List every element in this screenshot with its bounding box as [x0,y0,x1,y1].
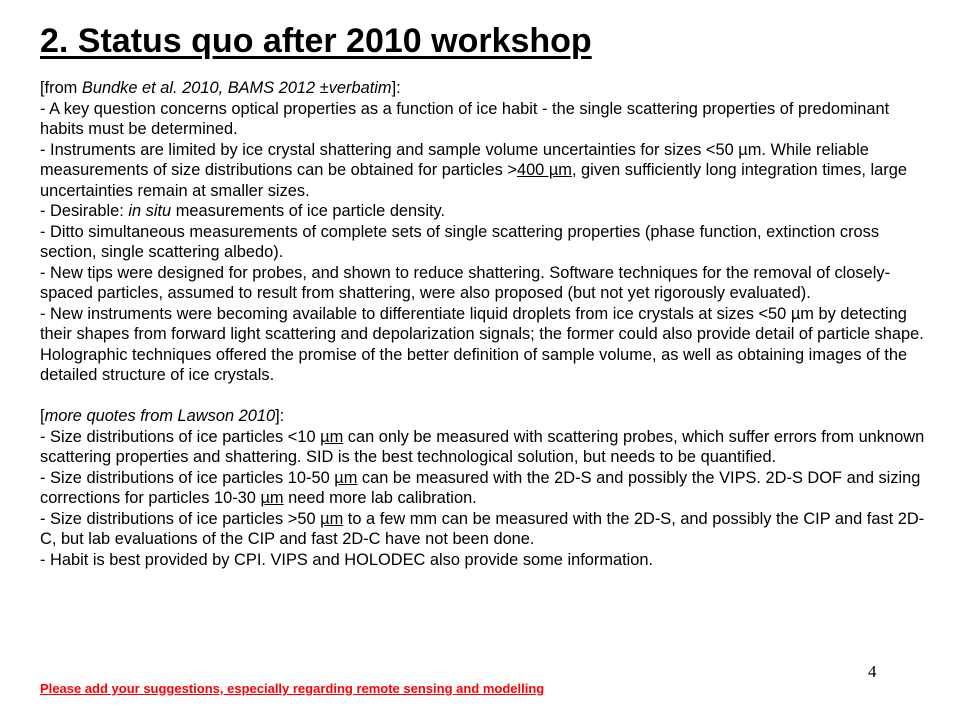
paragraph-instrument-limits: - Instruments are limited by ice crystal shattering and sample volume uncertainties for sizes <50 µm. While reliable measurements of size distributions can be obtained for particles >400 µm, given sufficiently long integration times, large uncertainties remain at smaller sizes. [40,140,907,200]
paragraph-size-under-10: - Size distributions of ice particles <10 µm can only be measured with scattering probes, which suffer errors from unknown scattering properties and shattering. SID is the best technological solution, but needs to be quantified. [40,427,925,466]
slide-title: 2. Status quo after 2010 workshop [40,22,592,60]
paragraph-size-over-50: - Size distributions of ice particles >50 µm to a few mm can be measured with the 2D-S, and possibly the CIP and fast 2D-C, but lab evaluations of the CIP and fast 2D-C have not been done. [40,509,925,548]
paragraph-probe-tips: - New tips were designed for probes, and shown to reduce shattering. Software techniques for the removal of closely-spaced particles, assumed to result from shattering, were also proposed (but not yet rigorously evaluated). [40,263,891,302]
paragraph-optical-properties: - A key question concerns optical properties as a function of ice habit - the single scattering properties of predominant habits must be determined. [40,99,890,138]
paragraph-habit: - Habit is best provided by CPI. VIPS and HOLODEC also provide some information. [40,550,654,569]
in-situ-term: in situ [128,202,172,220]
citation-lawson: more quotes from Lawson 2010 [44,407,276,425]
paragraph-density: - Desirable: in situ measurements of ice particle density. [40,202,446,220]
citation-bundke: Bundke et al. 2010, BAMS 2012 ±verbatim [81,79,392,97]
unit-um: µm [260,489,284,507]
source-line-lawson: [more quotes from Lawson 2010]: [40,407,285,425]
paragraph-scattering-sets: - Ditto simultaneous measurements of complete sets of single scattering properties (phase function, extinction cross section, single scattering albedo). [40,222,880,261]
size-400um: 400 µm [516,161,572,179]
source-line-bundke: [from Bundke et al. 2010, BAMS 2012 ±verbatim]: [40,79,401,97]
paragraph-size-10-50: - Size distributions of ice particles 10-50 µm can be measured with the 2D-S and possibly the VIPS. 2D-S DOF and sizing corrections for particles 10-30 µm need more lab calibration. [40,468,921,507]
paragraph-new-instruments: - New instruments were becoming available to differentiate liquid droplets from ice crystals at sizes <50 µm by detecting their shapes from forward light scattering and depolarization signals; the former could also provide detail of particle shape. Holographic techniques offered the promise of the better definition of sample volume, as well as obtaining images of the detailed structure of ice crystals. [40,304,924,384]
slide-body [40,78,930,570]
unit-um: µm [334,468,358,487]
footer-note: Please add your suggestions, especially regarding remote sensing and modelling [40,681,545,696]
unit-um: µm [320,509,344,528]
unit-um: µm [320,427,344,446]
section-gap [40,386,930,407]
page-number: 4 [868,662,877,681]
